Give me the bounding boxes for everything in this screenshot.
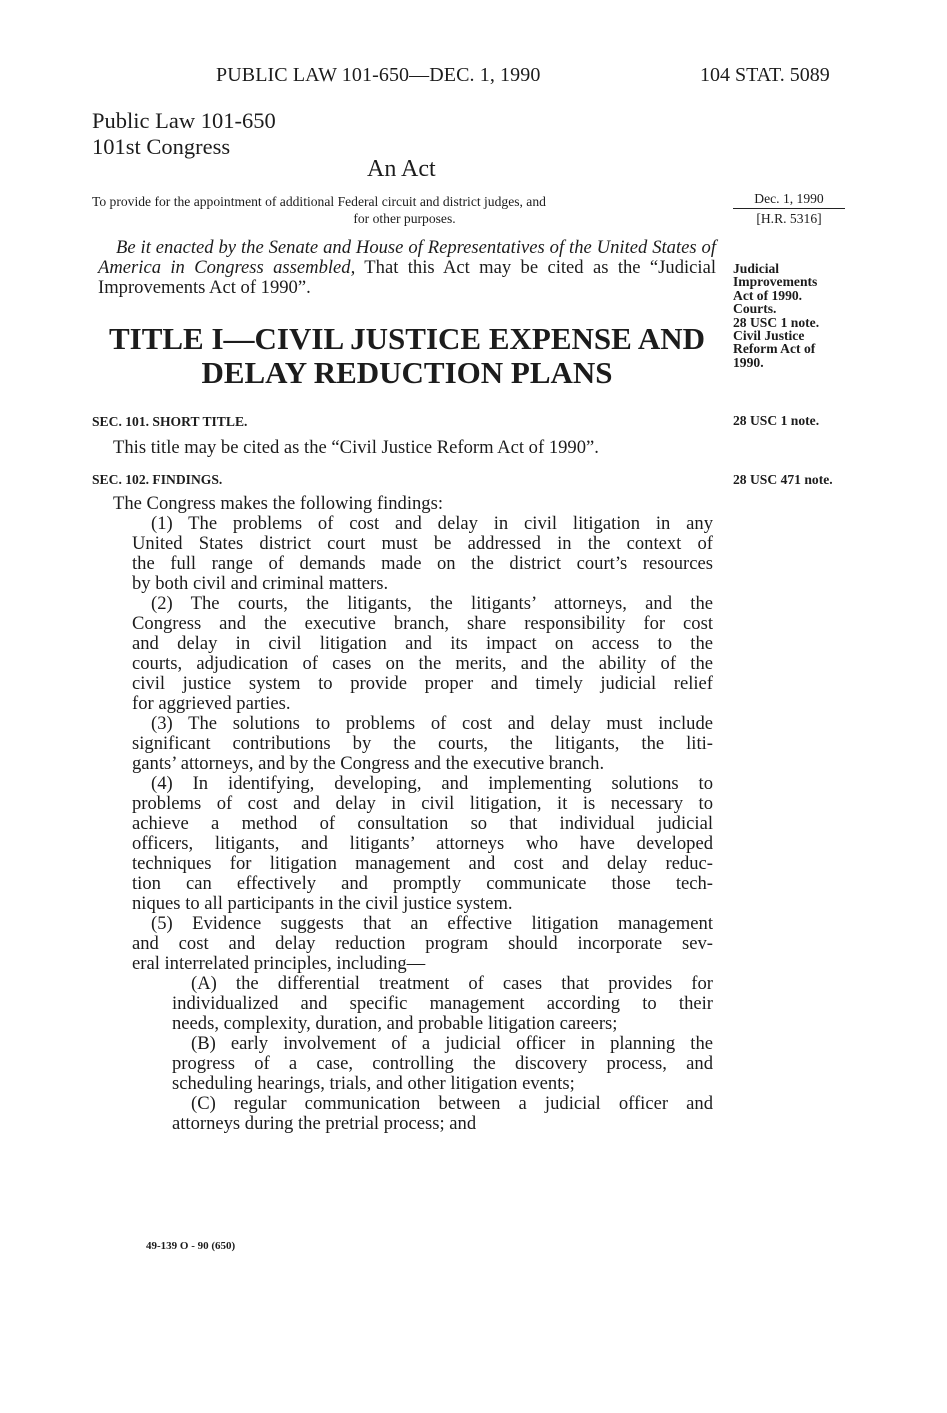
text-line: (1) The problems of cost and delay in civil litigation in any [151, 513, 713, 534]
text-line: Congress and the executive branch, share responsibility for cost [132, 613, 713, 634]
section-101-margin-note: 28 USC 1 note. [733, 413, 820, 428]
text-line: and cost and delay reduction program should incorporate sev- [132, 933, 713, 954]
section-102-heading: SEC. 102. FINDINGS. [92, 472, 223, 487]
act-purpose [92, 193, 717, 227]
enactment-date-box [733, 190, 845, 227]
congress-number: 101st Congress [92, 134, 231, 159]
finding-5 [132, 914, 713, 974]
enacting-clause-italic: Be it enacted by the Senate and House of Representatives of the United States of America in Congress assembled, [98, 237, 716, 278]
margin-note: Act of 1990. [733, 287, 803, 303]
text-line: and delay in civil litigation and its impact on access to the [132, 633, 713, 654]
date-rule-divider [733, 208, 845, 209]
margin-note: Judicial [733, 261, 780, 276]
law-identifier [92, 108, 276, 160]
margin-notes [733, 262, 819, 369]
finding-2 [132, 594, 713, 714]
text-line: techniques for litigation management and cost and delay reduc- [132, 853, 713, 874]
text-line: gants’ attorneys, and by the Congress and the executive branch. [132, 753, 605, 774]
margin-note: 1990. [733, 354, 764, 370]
finding-1 [132, 514, 713, 594]
public-law-number: Public Law 101-650 [92, 108, 276, 133]
text-line: individualized and specific management according to their [172, 993, 713, 1014]
text-line: niques to all participants in the civil justice system. [132, 893, 513, 914]
text-line: (C) regular communication between a judicial officer and [191, 1093, 713, 1114]
an-act-heading: An Act [367, 156, 436, 182]
text-line: (A) the differential treatment of cases that provides for [191, 973, 713, 994]
bill-number: [H.R. 5316] [756, 211, 822, 226]
enacting-clause [98, 238, 716, 298]
findings-body [113, 494, 713, 1134]
text-line: courts, adjudication of cases on the merits, and the ability of the [132, 653, 713, 674]
finding-3 [132, 714, 713, 774]
text-line: (5) Evidence suggests that an effective litigation management [151, 913, 713, 934]
purpose-line-2: for other purposes. [353, 211, 456, 226]
principle-b [172, 1034, 713, 1094]
text-line: eral interrelated principles, including— [132, 953, 426, 974]
text-line: civil justice system to provide proper and timely judicial relief [132, 673, 713, 694]
text-line: United States district court must be addressed in the context of [132, 533, 713, 554]
text-line: scheduling hearings, trials, and other litigation events; [172, 1073, 575, 1094]
running-head: PUBLIC LAW 101-650—DEC. 1, 1990 [216, 64, 541, 86]
print-code: 49-139 O - 90 (650) [146, 1240, 236, 1252]
text-line: officers, litigants, and litigants’ attorneys who have developed [132, 833, 713, 854]
text-line: needs, complexity, duration, and probable litigation careers; [172, 1013, 618, 1034]
finding-4 [132, 774, 713, 914]
margin-note: Civil Justice [733, 328, 805, 344]
margin-note: Reform Act of [733, 341, 816, 357]
text-line: for aggrieved parties. [132, 693, 291, 714]
section-101-text: This title may be cited as the “Civil Justice Reform Act of 1990”. [113, 437, 599, 458]
enactment-date: Dec. 1, 1990 [754, 191, 824, 206]
purpose-line-1: To provide for the appointment of additional Federal circuit and district judges, and [92, 194, 546, 209]
statute-page-number: 104 STAT. 5089 [700, 64, 830, 86]
text-line: significant contributions by the courts, the litigants, the liti- [132, 733, 713, 754]
margin-note: Improvements [733, 274, 818, 290]
text-line: problems of cost and delay in civil litigation, it is necessary to [132, 793, 713, 814]
text-line: tion can effectively and promptly communicate those tech- [132, 873, 713, 894]
section-101-heading: SEC. 101. SHORT TITLE. [92, 414, 248, 429]
text-line: progress of a case, controlling the discovery process, and [172, 1053, 713, 1074]
text-line: (B) early involvement of a judicial officer in planning the [191, 1033, 713, 1054]
text-line: attorneys during the pretrial process; and [172, 1113, 477, 1134]
margin-note: 28 USC 1 note. [733, 314, 820, 330]
text-line: by both civil and criminal matters. [132, 573, 389, 594]
text-line: (2) The courts, the litigants, the litigants’ attorneys, and the [151, 593, 713, 614]
margin-note: Courts. [733, 301, 777, 317]
text-line: (3) The solutions to problems of cost and delay must include [151, 713, 713, 734]
title-heading: TITLE I—CIVIL JUSTICE EXPENSE AND DELAY REDUCTION PLANS [108, 321, 706, 390]
findings-intro: The Congress makes the following findings: [113, 493, 443, 514]
text-line: the full range of demands made on the district court’s resources [132, 553, 713, 574]
section-102-margin-note: 28 USC 471 note. [733, 472, 833, 487]
text-line: (4) In identifying, developing, and implementing solutions to [151, 773, 713, 794]
text-line: achieve a method of consultation so that individual judicial [132, 813, 713, 834]
principle-c [172, 1094, 713, 1134]
enacting-clause-text: That this Act may be cited as the “Judicial Improvements Act of 1990”. [98, 257, 716, 298]
principle-a [172, 974, 713, 1034]
